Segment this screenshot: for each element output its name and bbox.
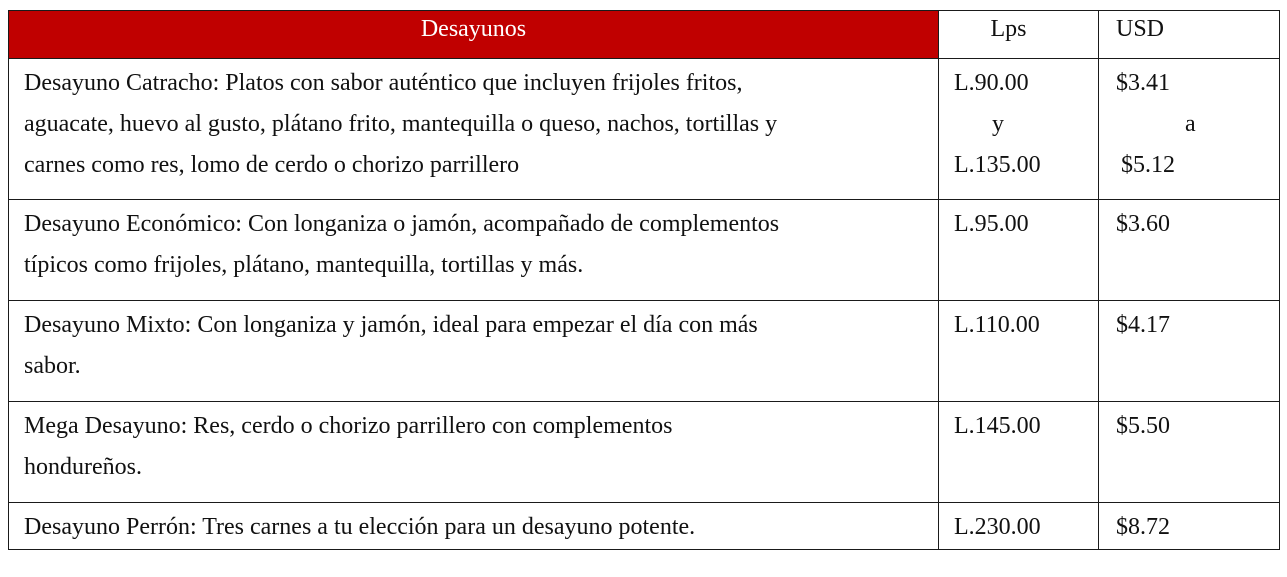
table-row — [9, 301, 1280, 402]
price-usd-from: $3.41 — [1116, 70, 1170, 96]
item-description — [9, 503, 939, 550]
description-line: aguacate, huevo al gusto, plátano frito, mantequilla o queso, nachos, tortillas y — [24, 111, 778, 137]
description-line: típicos como frijoles, plátano, mantequilla, tortillas y más. — [24, 252, 584, 278]
price-lps: L.230.00 — [939, 503, 1099, 550]
description-line: carnes como res, lomo de cerdo o chorizo parrillero — [24, 152, 520, 178]
description-line: Desayuno Económico: Con longaniza o jamón, acompañado de complementos — [24, 211, 780, 237]
item-description — [9, 402, 939, 503]
price-lps: L.95.00 — [939, 200, 1099, 301]
price-lps: L.145.00 — [939, 402, 1099, 503]
item-description — [9, 301, 939, 402]
price-usd — [1099, 59, 1280, 200]
price-usd-to: $5.12 — [1121, 152, 1175, 178]
item-description — [9, 200, 939, 301]
description-line: Desayuno Catracho: Platos con sabor auténtico que incluyen frijoles fritos, — [24, 70, 743, 96]
price-usd: $8.72 — [1099, 503, 1280, 550]
description-line: Desayuno Mixto: Con longaniza y jamón, ideal para empezar el día con más — [24, 312, 758, 338]
price-lps — [939, 59, 1099, 200]
table-row — [9, 503, 1280, 550]
table-row — [9, 200, 1280, 301]
header-desayunos: Desayunos — [9, 11, 939, 59]
price-usd: $4.17 — [1099, 301, 1280, 402]
price-usd-joiner: a — [1185, 111, 1196, 137]
breakfast-menu-table — [8, 10, 1280, 550]
table-row — [9, 59, 1280, 200]
price-usd: $3.60 — [1099, 200, 1280, 301]
price-lps-from: L.90.00 — [954, 70, 1029, 96]
header-usd: USD — [1099, 11, 1280, 59]
description-line: Desayuno Perrón: Tres carnes a tu elección para un desayuno potente. — [24, 514, 696, 540]
price-usd: $5.50 — [1099, 402, 1280, 503]
price-lps: L.110.00 — [939, 301, 1099, 402]
header-lps: Lps — [939, 11, 1099, 59]
price-lps-to: L.135.00 — [954, 152, 1041, 178]
description-line: sabor. — [24, 353, 81, 379]
price-lps-joiner: y — [992, 111, 1004, 137]
item-description — [9, 59, 939, 200]
description-line: hondureños. — [24, 454, 142, 480]
header-row — [9, 11, 1280, 59]
description-line: Mega Desayuno: Res, cerdo o chorizo parrillero con complementos — [24, 413, 673, 439]
table-row — [9, 402, 1280, 503]
